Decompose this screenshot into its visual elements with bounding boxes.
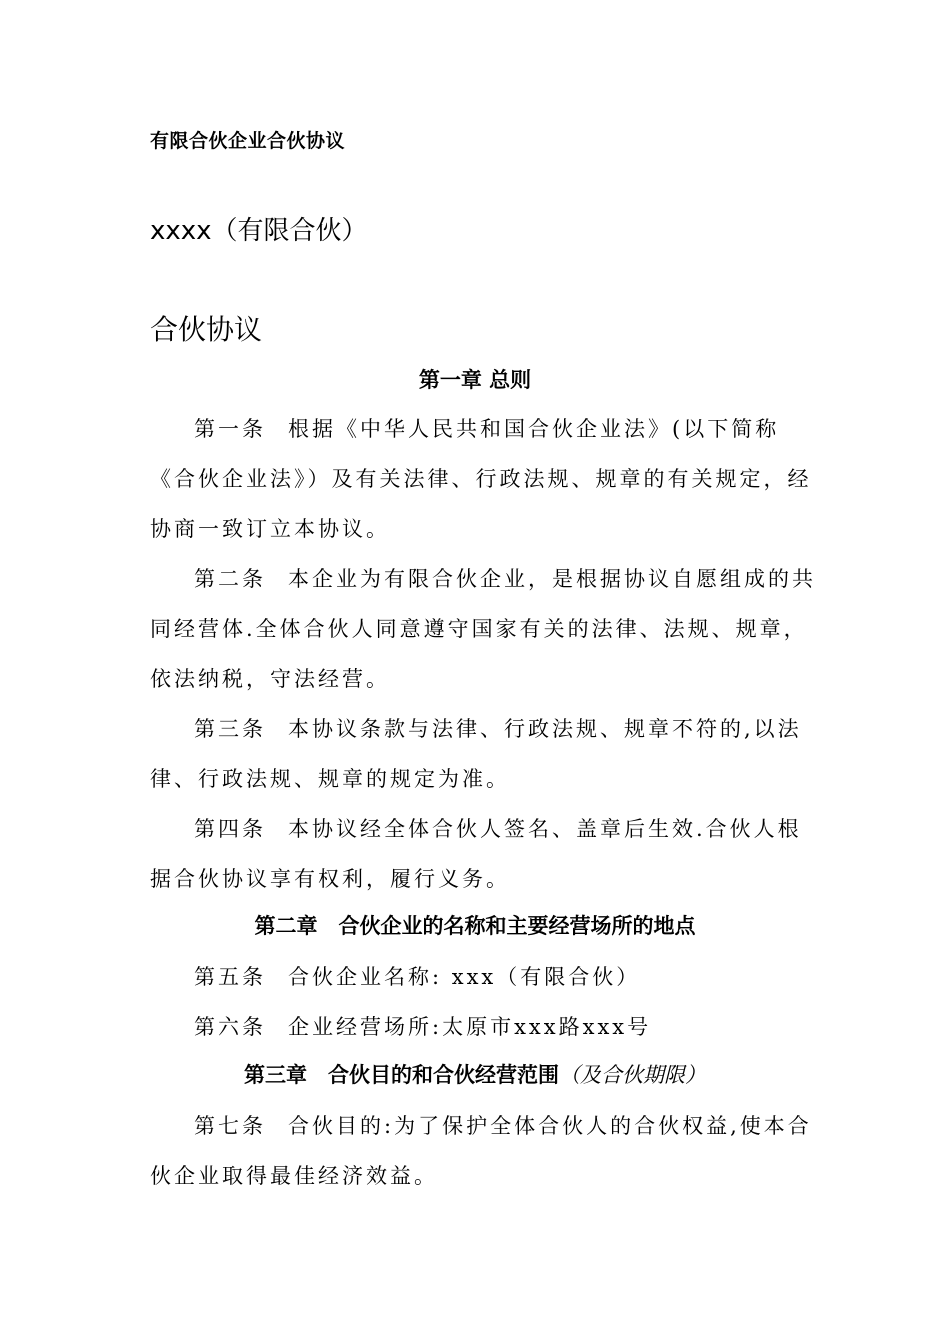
article-1-line-2 bbox=[150, 463, 812, 493]
article-6-text-1: 企业经营场所:太原市xxx路xxx号 bbox=[288, 1015, 652, 1039]
article-5-text-1: 合伙企业名称: xxx（有限合伙） bbox=[288, 965, 641, 989]
agreement-heading: 合伙协议 bbox=[150, 313, 263, 346]
article-5-number: 第五条 bbox=[194, 965, 266, 989]
article-1-text-2: 《合伙企业法》）及有关法律、行政法规、规章的有关规定，经 bbox=[150, 467, 812, 491]
article-2-number: 第二条 bbox=[194, 567, 266, 591]
article-2-text-2: 同经营体.全体合伙人同意遵守国家有关的法律、法规、规章， bbox=[150, 617, 808, 641]
article-3-line-2 bbox=[150, 763, 510, 793]
document-title: 有限合伙企业合伙协议 bbox=[150, 130, 346, 152]
article-2-text-1: 本企业为有限合伙企业，是根据协议自愿组成的共 bbox=[288, 567, 816, 591]
article-4-line-1 bbox=[194, 813, 802, 843]
chapter-heading-2-text: 第二章 合伙企业的名称和主要经营场所的地点 bbox=[254, 914, 696, 938]
article-7-number: 第七条 bbox=[194, 1114, 266, 1138]
article-1-text-1: 根据《中华人民共和国合伙企业法》(以下简称 bbox=[288, 417, 780, 441]
article-1-number: 第一条 bbox=[194, 417, 266, 441]
article-2-text-3: 依法纳税，守法经营。 bbox=[150, 667, 390, 691]
article-4-text-1: 本协议经全体合伙人签名、盖章后生效.合伙人根 bbox=[288, 817, 802, 841]
article-3-number: 第三条 bbox=[194, 717, 266, 741]
article-7-line-1 bbox=[194, 1110, 812, 1140]
article-6-line-1 bbox=[194, 1011, 651, 1041]
article-3-text-2: 律、行政法规、规章的规定为准。 bbox=[150, 767, 510, 791]
entity-name: xxxx（有限合伙） bbox=[150, 216, 368, 246]
article-2-line-3 bbox=[150, 663, 390, 693]
chapter-heading-3-suffix: （及合伙期限） bbox=[559, 1063, 706, 1087]
article-4-number: 第四条 bbox=[194, 817, 266, 841]
article-1-line-1 bbox=[194, 413, 779, 443]
article-6-number: 第六条 bbox=[194, 1015, 266, 1039]
article-1-line-3 bbox=[150, 513, 390, 543]
chapter-heading-3 bbox=[0, 1059, 950, 1089]
article-7-text-1: 合伙目的:为了保护全体合伙人的合伙权益,使本合 bbox=[288, 1114, 812, 1138]
article-7-line-2 bbox=[150, 1160, 438, 1190]
article-1-text-3: 协商一致订立本协议。 bbox=[150, 517, 390, 541]
article-3-line-1 bbox=[194, 713, 802, 743]
chapter-heading-1 bbox=[0, 364, 950, 394]
article-4-line-2 bbox=[150, 863, 510, 893]
chapter-heading-1-text: 第一章 总则 bbox=[418, 368, 532, 392]
article-5-line-1 bbox=[194, 961, 640, 991]
article-4-text-2: 据合伙协议享有权利，履行义务。 bbox=[150, 867, 510, 891]
chapter-heading-2 bbox=[0, 910, 950, 940]
article-2-line-1 bbox=[194, 563, 816, 593]
article-3-text-1: 本协议条款与法律、行政法规、规章不符的,以法 bbox=[288, 717, 802, 741]
article-7-text-2: 伙企业取得最佳经济效益。 bbox=[150, 1164, 438, 1188]
chapter-heading-3-text: 第三章 合伙目的和合伙经营范围 bbox=[244, 1063, 559, 1087]
article-2-line-2 bbox=[150, 613, 808, 643]
